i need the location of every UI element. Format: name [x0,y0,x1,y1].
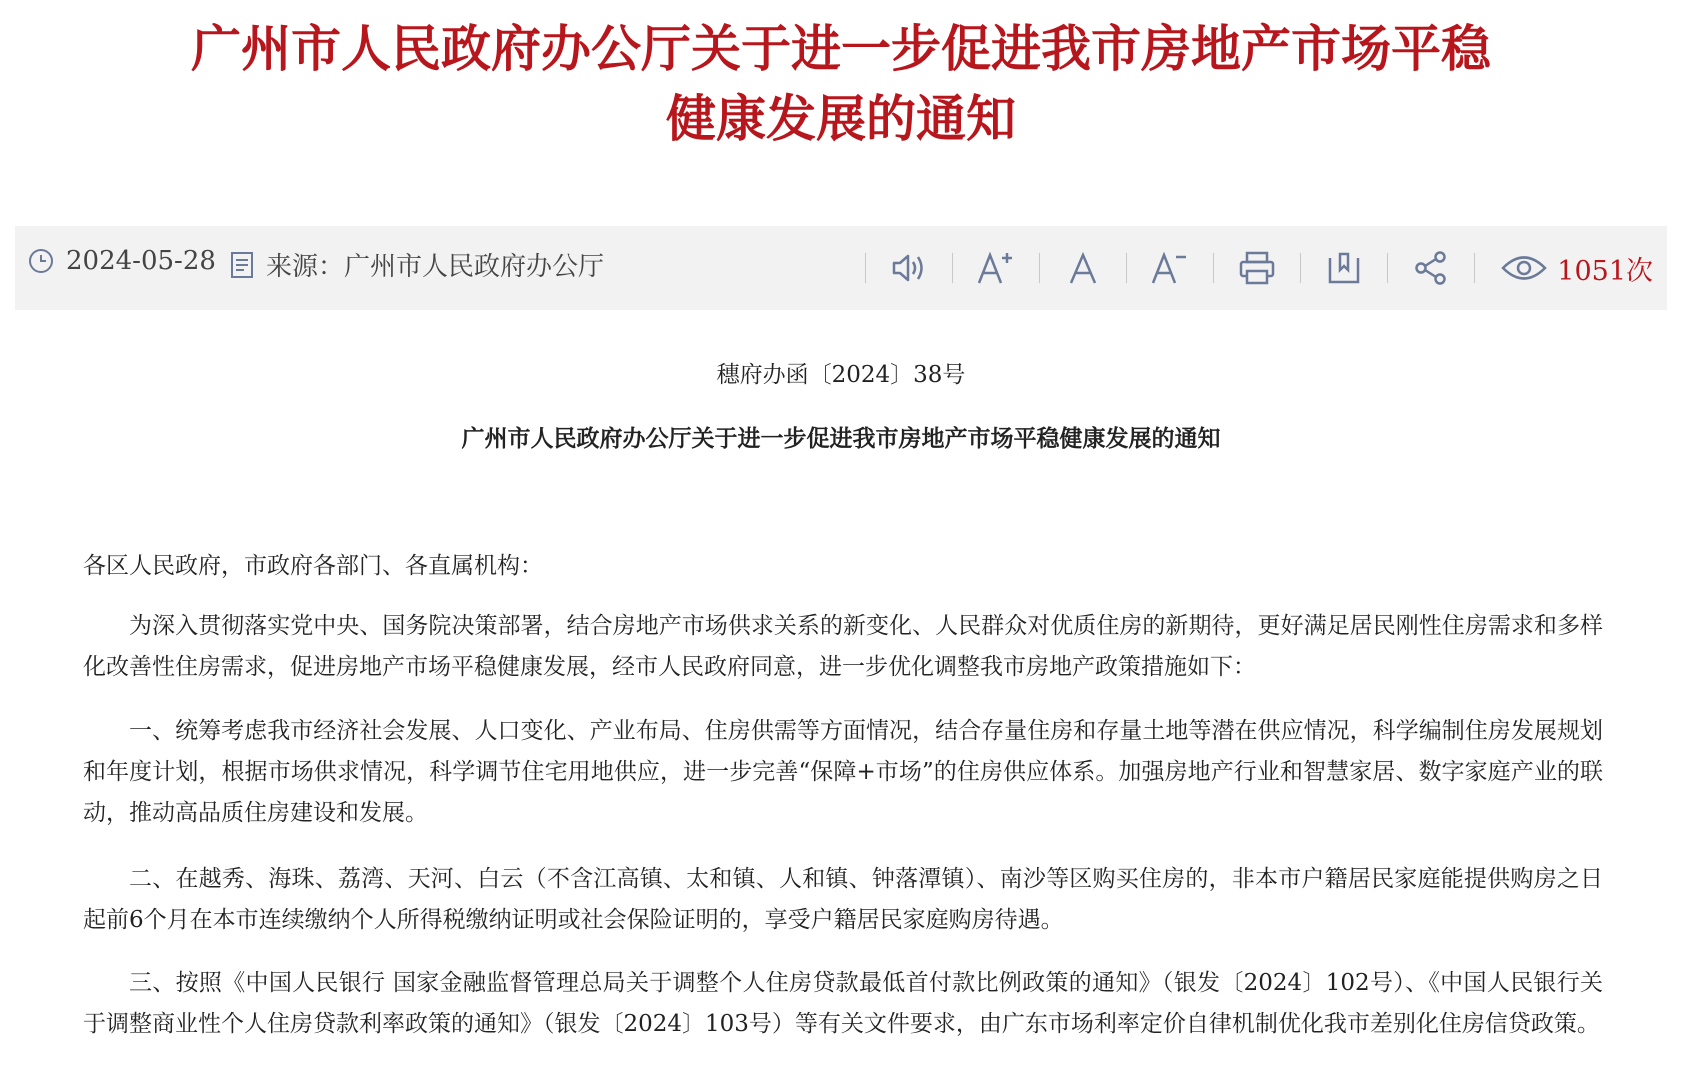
toolbar-divider [1387,253,1388,283]
toolbar-divider [1039,253,1040,283]
font-default-button[interactable] [1062,247,1104,289]
paragraph-intro: 为深入贯彻落实党中央、国务院决策部署，结合房地产市场供求关系的新变化、人民群众对优质住房的新期待，更好满足居民刚性住房需求和多样化改善性住房需求，促进房地产市场平稳健康发展，经市人民政府同意，进一步优化调整我市房地产政策措施如下： [83,613,1603,680]
paragraph-item-1: 一、统筹考虑我市经济社会发展、人口变化、产业布局、住房供需等方面情况，结合存量住房和存量土地等潜在供应情况，科学编制住房发展规划和年度计划，根据市场供求情况，科学调节住宅用地供应，进一步完善“保障+市场”的住房供应体系。加强房地产行业和智慧家居、数字家庭产业的联动，推动高品质住房建设和发展。 [83,718,1603,826]
font-default-icon [1067,249,1099,287]
toolbar-divider [1474,253,1475,283]
font-decrease-button[interactable] [1149,247,1191,289]
document-heading: 广州市人民政府办公厅关于进一步促进我市房地产市场平稳健康发展的通知 [461,425,1221,452]
source-name: 广州市人民政府办公厅 [344,252,605,282]
document-number: 穗府办函〔2024〕38号 [716,362,966,388]
toolbar-divider [1300,253,1301,283]
font-increase-icon [976,249,1016,287]
print-button[interactable] [1236,247,1278,289]
page-title-line2: 健康发展的通知 [666,89,1016,148]
source-label: 来源： [266,252,345,282]
view-count [1501,249,1653,288]
page-title [0,14,1682,154]
view-count-text: 1051次 [1557,255,1653,287]
clock-icon [28,248,54,274]
addressee: 各区人民政府，市政府各部门、各直属机构： [83,553,543,579]
font-decrease-icon [1150,249,1190,287]
info-bar [15,226,1667,310]
toolbar-divider [952,253,953,283]
document-icon [230,251,254,279]
toolbar-divider [1126,253,1127,283]
bookmark-button[interactable] [1323,247,1365,289]
publish-date-text: 2024-05-28 [66,246,216,276]
eye-icon [1501,253,1547,283]
toolbar-divider [1213,253,1214,283]
publish-date [28,246,216,276]
font-increase-button[interactable] [975,247,1017,289]
source-info [230,246,604,283]
toolbar [843,226,1653,310]
paragraph-item-2: 二、在越秀、海珠、荔湾、天河、白云（不含江高镇、太和镇、人和镇、钟落潭镇）、南沙等区购买住房的，非本市户籍居民家庭能提供购房之日起前6个月在本市连续缴纳个人所得税缴纳证明或社会保险证明的，享受户籍居民家庭购房待遇。 [83,866,1603,933]
page-title-line1: 广州市人民政府办公厅关于进一步促进我市房地产市场平稳 [191,19,1491,78]
share-icon [1413,250,1449,286]
print-icon [1238,250,1276,286]
share-button[interactable] [1410,247,1452,289]
toolbar-divider [865,253,866,283]
paragraph-item-3: 三、按照《中国人民银行 国家金融监督管理总局关于调整个人住房贷款最低首付款比例政策的通知》（银发〔2024〕102号）、《中国人民银行关于调整商业性个人住房贷款利率政策的通知》（银发〔2024〕103号）等有关文件要求，由广东市场利率定价自律机制优化我市差别化住房信贷政策。 [83,970,1603,1037]
read-aloud-button[interactable] [888,247,930,289]
speaker-icon [890,251,928,285]
bookmark-icon [1326,250,1362,286]
